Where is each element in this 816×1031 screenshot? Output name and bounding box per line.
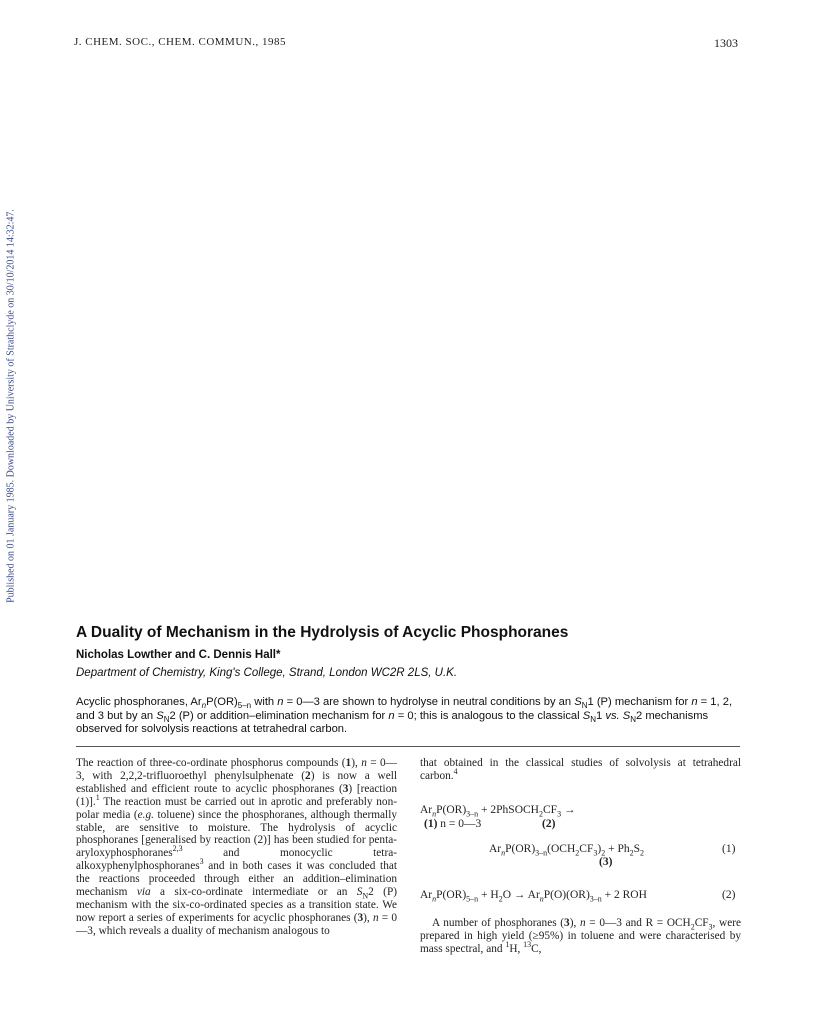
body-paragraph: A number of phosphoranes (3), n = 0—3 and $R = OCH_2CF_3$, were prepared in high yield (≥95%) in toluene and were characterised by mass spectral, and $^1$H, $^{13}$C, — [420, 917, 741, 955]
equation-1-label-2: (2) — [542, 818, 556, 830]
running-header: J. CHEM. SOC., CHEM. COMMUN., 1985 — [74, 36, 286, 48]
equation-1-label-1: (1) n = 0—3 — [424, 818, 482, 830]
equation-2-number: (2) — [722, 889, 736, 901]
article-authors: Nicholas Lowther and C. Dennis Hall* — [76, 649, 281, 661]
abstract-divider — [76, 746, 740, 747]
equation-1-number: (1) — [722, 843, 736, 855]
body-paragraph: that obtained in the classical studies of solvolysis at tetrahedral carbon.$^4$ — [420, 757, 741, 782]
equation-1-reactants: $Ar_nP(OR)_{3-n}$ + $2PhSOCH_2CF_3$ → — [420, 804, 576, 819]
download-note: Published on 01 January 1985. Downloaded by University of Strathclyde on 30/10/2014 14:32:47. — [5, 209, 17, 603]
equation-2: $Ar_nP(OR)_{5-n} + H_2O \to Ar_nP(O)(OR)_{3-n} + 2$ ROH — [420, 889, 647, 904]
body-right-column-continued — [420, 917, 741, 956]
body-left-column — [76, 757, 397, 938]
page-number: 1303 — [714, 36, 738, 50]
body-right-column — [420, 757, 741, 783]
body-paragraph: The reaction of three-co-ordinate phosphorus compounds (1), n = 0—3, with 2,2,2-trifluoroethyl phenylsulphenate (2) is now a well established and efficient route to acyclic phosphoranes (3) [reaction (1)].$^1$ The reaction must be carried out in aprotic and preferably non-polar media (e.g. toluene) since the phosphoranes, although thermally stable, are sensitive to moisture. The hydrolysis of acyclic phosphoranes [generalised by reaction (2)] has been studied for penta-aryloxyphosphoranes$^{2,3}$ and monocyclic tetra-alkoxyphenylphosphoranes$^3$ and in both cases it was concluded that the reactions proceeded through either an addition–elimination mechanism via a six-co-ordinate intermediate or an $S_N2$ (P) mechanism with the six-co-ordinated species as a transition state. We now report a series of experiments for acyclic phosphoranes (3), n = 0—3, which reveals a duality of mechanism analogous to — [76, 757, 397, 937]
equation-1-label-3: (3) — [599, 856, 613, 868]
abstract: Acyclic phosphoranes, $Ar_nP(OR)_{5-n}$ with n = 0—3 are shown to hydrolyse in neutral conditions by an $S_N1$ (P) mechanism for n = 1, 2, and 3 but by an $S_N2$ (P) or addition–elimination mechanism for n = 0; this is analogous to the classical $S_N1$ vs. $S_N2$ mechanisms observed for solvolysis reactions at tetrahedral carbon. — [76, 696, 733, 735]
download-sidebar — [3, 188, 19, 624]
article-affiliation: Department of Chemistry, King's College, Strand, London WC2R 2LS, U.K. — [76, 667, 458, 679]
equation-1-products: $Ar_nP(OR)_{3-n}(OCH_2CF_3)_2 + Ph_2S_2$ — [489, 843, 645, 858]
article-title: A Duality of Mechanism in the Hydrolysis of Acyclic Phosphoranes — [76, 624, 569, 641]
